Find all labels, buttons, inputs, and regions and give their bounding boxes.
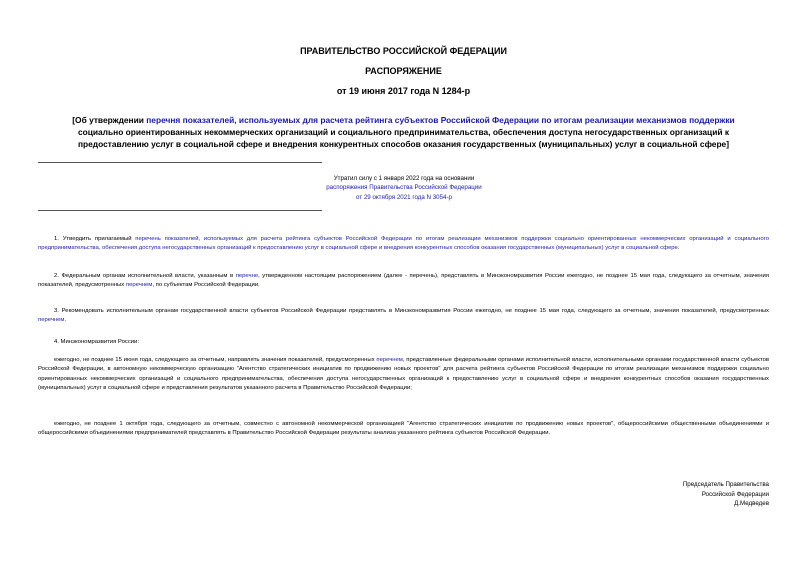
title-prefix: [Об утверждении [72, 115, 147, 125]
title-rest: социально ориентированных некоммерческих организаций и социального предпринимательства, обеспечения доступа негосударственных организаций к предоставлению услуг в социальной сфере и внедрения конкурентных способов оказания государственных (муниципальных) услуг в социальной сфере] [77, 127, 730, 149]
title-link[interactable]: перечня показателей, используемых для расчета рейтинга субъектов Российской Федерации по итогам реализации механизмов поддержки [146, 115, 735, 125]
repeal-note-line1: Утратил силу с 1 января 2022 года на основании [333, 175, 475, 182]
p2-end: , по субъектам Российской Федерации. [152, 282, 260, 289]
p5-start: ежегодно, не позднее 15 июня года, следующего за отчетным, направлять значения показателей, предусмотренных [54, 357, 377, 363]
p5-end: , представленные федеральными органами исполнительной власти, исполнительными органами государственной власти субъектов Российской Федерации, в автономную некоммерческую организацию "Агентство стратегических инициатив по продвижению новых проектов" для расчета рейтинга субъектов Российской Федерации по итогам реализации механизмов поддержки социально ориентированных некоммерческих организаций и социального предпринимательства, обеспечения доступа негосударственных организаций к предоставлению услуг в социальной сфере и внедрения конкурентных способов оказания государственных (муниципальных) услуг в социальной сфере и представления результатов указанного расчета в Правительство Российской Федерации; [38, 357, 769, 391]
p1-end: . [677, 245, 680, 252]
paragraph-6 [38, 420, 769, 439]
p3-end: . [64, 317, 67, 324]
repeal-note-date[interactable]: от 29 октября 2021 года N 3054-р [356, 193, 452, 201]
p2-start: 2. Федеральным органам исполнительной власти, указанным в [54, 273, 236, 279]
p3-start: 3. Рекомендовать исполнительным органам государственной власти субъектов Российской Федерации представлять в Минэкономразвития России ежегодно, не позднее 15 мая года, следующего за отчетным, значения показателей, предусмотренных [54, 308, 769, 314]
document-title [50, 114, 757, 150]
divider-top [38, 162, 322, 163]
paragraph-4 [38, 338, 769, 347]
p5-link[interactable]: перечнем [376, 357, 403, 363]
paragraph-3 [38, 307, 769, 326]
p1-start: 1. Утвердить прилагаемый [54, 236, 136, 242]
p2-link-1[interactable]: перечне [235, 273, 259, 279]
signature-line1: Председатель Правительства [682, 481, 769, 488]
signature-name: Д.Медведев [734, 500, 769, 508]
p2-mid: , утвержденном настоящим распоряжением (далее - перечень), представлять в Минэкономразвития России ежегодно, не позднее 15 мая года, следующего за отчетным, значения показателей, предусмотренных [38, 273, 769, 289]
date-number-heading: от 19 июня 2017 года N 1284-р [336, 86, 471, 96]
paragraph-5 [38, 356, 769, 393]
p3-link[interactable]: перечнем [38, 317, 65, 324]
divider-bottom [38, 210, 322, 211]
paragraph-2 [38, 272, 769, 291]
p4-text: 4. Минэкономразвития России: [54, 339, 139, 345]
document-type-heading: РАСПОРЯЖЕНИЕ [365, 66, 442, 76]
repeal-note-link[interactable]: распоряжения Правительства Российской Федерации [326, 184, 482, 192]
p1-link[interactable]: перечень показателей, используемых для расчета рейтинга субъектов Российской Федерации по итогам реализации механизмов поддержки социально ориентированных некоммерческих организаций и социального предпринимательства, обеспечения доступа негосударственных организаций к предоставлению услуг в социальной сфере и внедрения конкурентных способов оказания государственных (муниципальных) услуг в социальной сфере [38, 236, 770, 252]
paragraph-1 [38, 235, 769, 254]
p2-link-2[interactable]: перечнем [125, 282, 153, 289]
repeal-note [220, 174, 588, 202]
p6-text: ежегодно, не позднее 1 октября года, следующего за отчетным, совместно с автономной некоммерческой организацией "Агентство стратегических инициатив по продвижению новых проектов", общероссийскими общественными объединениями и общероссийскими объединениями предпринимателей представлять в Правительство Российской Федерации результаты анализа указанного рейтинга субъектов Российской Федерации. [38, 421, 769, 437]
signature-block [569, 480, 769, 509]
signature-line2: Российской Федерации [701, 490, 769, 498]
government-heading: ПРАВИТЕЛЬСТВО РОССИЙСКОЙ ФЕДЕРАЦИИ [300, 46, 507, 56]
